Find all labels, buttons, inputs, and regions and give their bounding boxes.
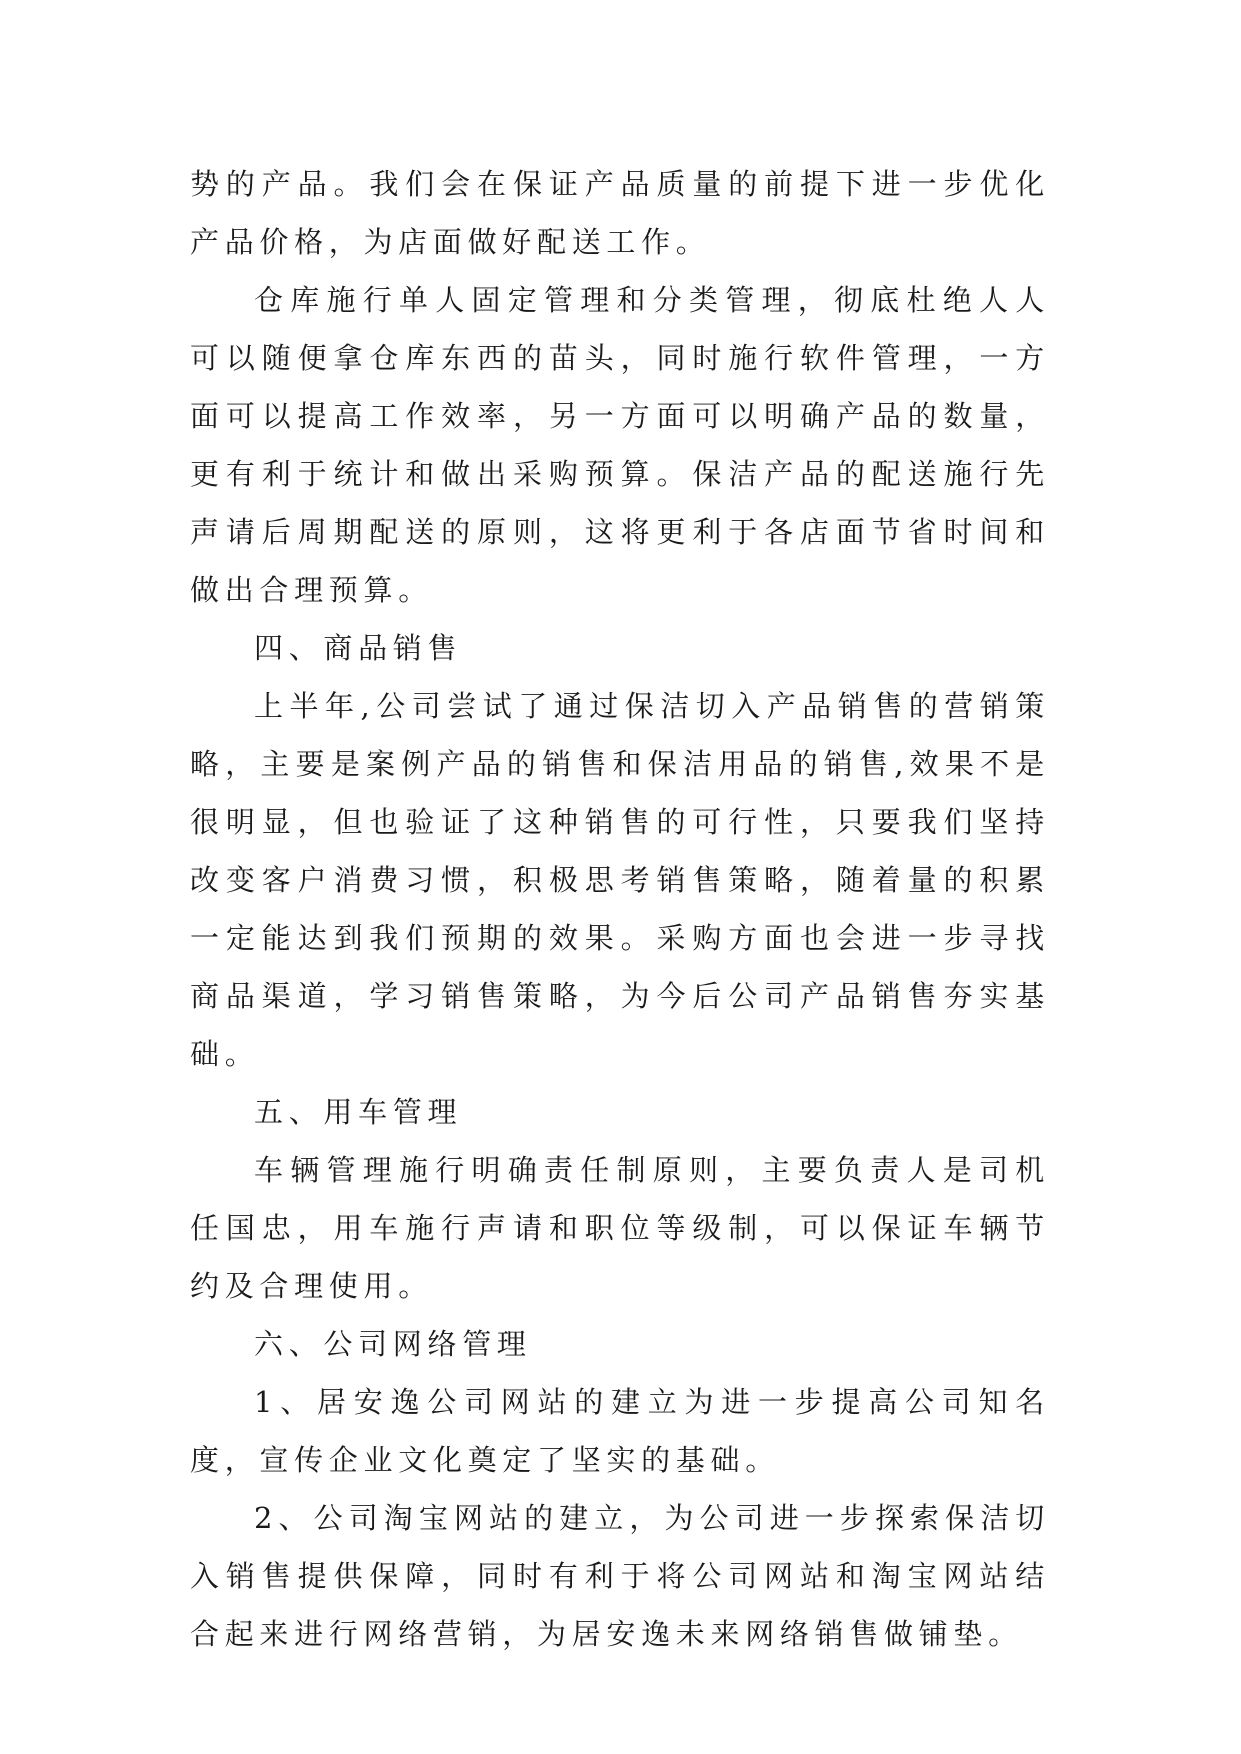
paragraph-continued: 势的产品。我们会在保证产品质量的前提下进一步优化产品价格，为店面做好配送工作。 — [190, 167, 1050, 259]
paragraph-warehouse-management: 仓库施行单人固定管理和分类管理，彻底杜绝人人可以随便拿仓库东西的苗头，同时施行软件管理，一方面可以提高工作效率，另一方面可以明确产品的数量，更有利于统计和做出采购预算。保洁产品的配送施行先声请后周期配送的原则，这将更利于各店面节省时间和做出合理预算。 — [190, 283, 1050, 607]
paragraph-vehicle-management: 车辆管理施行明确责任制原则，主要负责人是司机任国忠，用车施行声请和职位等级制，可以保证车辆节约及合理使用。 — [190, 1153, 1050, 1303]
section-heading-vehicle-management: 五、用车管理 — [254, 1095, 463, 1129]
paragraph-company-website: 1、居安逸公司网站的建立为进一步提高公司知名度，宣传企业文化奠定了坚实的基础。 — [190, 1385, 1050, 1477]
paragraph-product-sales: 上半年,公司尝试了通过保洁切入产品销售的营销策略，主要是案例产品的销售和保洁用品的销售,效果不是很明显，但也验证了这种销售的可行性，只要我们坚持改变客户消费习惯，积极思考销售策略，随着量的积累一定能达到我们预期的效果。采购方面也会进一步寻找商品渠道，学习销售策略，为今后公司产品销售夯实基础。 — [190, 689, 1050, 1071]
section-heading-product-sales: 四、商品销售 — [254, 631, 463, 665]
section-heading-network-management: 六、公司网络管理 — [254, 1327, 532, 1361]
paragraph-taobao-website: 2、公司淘宝网站的建立，为公司进一步探索保洁切入销售提供保障，同时有利于将公司网站和淘宝网站结合起来进行网络营销，为居安逸未来网络销售做铺垫。 — [190, 1501, 1050, 1651]
document-body — [190, 155, 1050, 1663]
